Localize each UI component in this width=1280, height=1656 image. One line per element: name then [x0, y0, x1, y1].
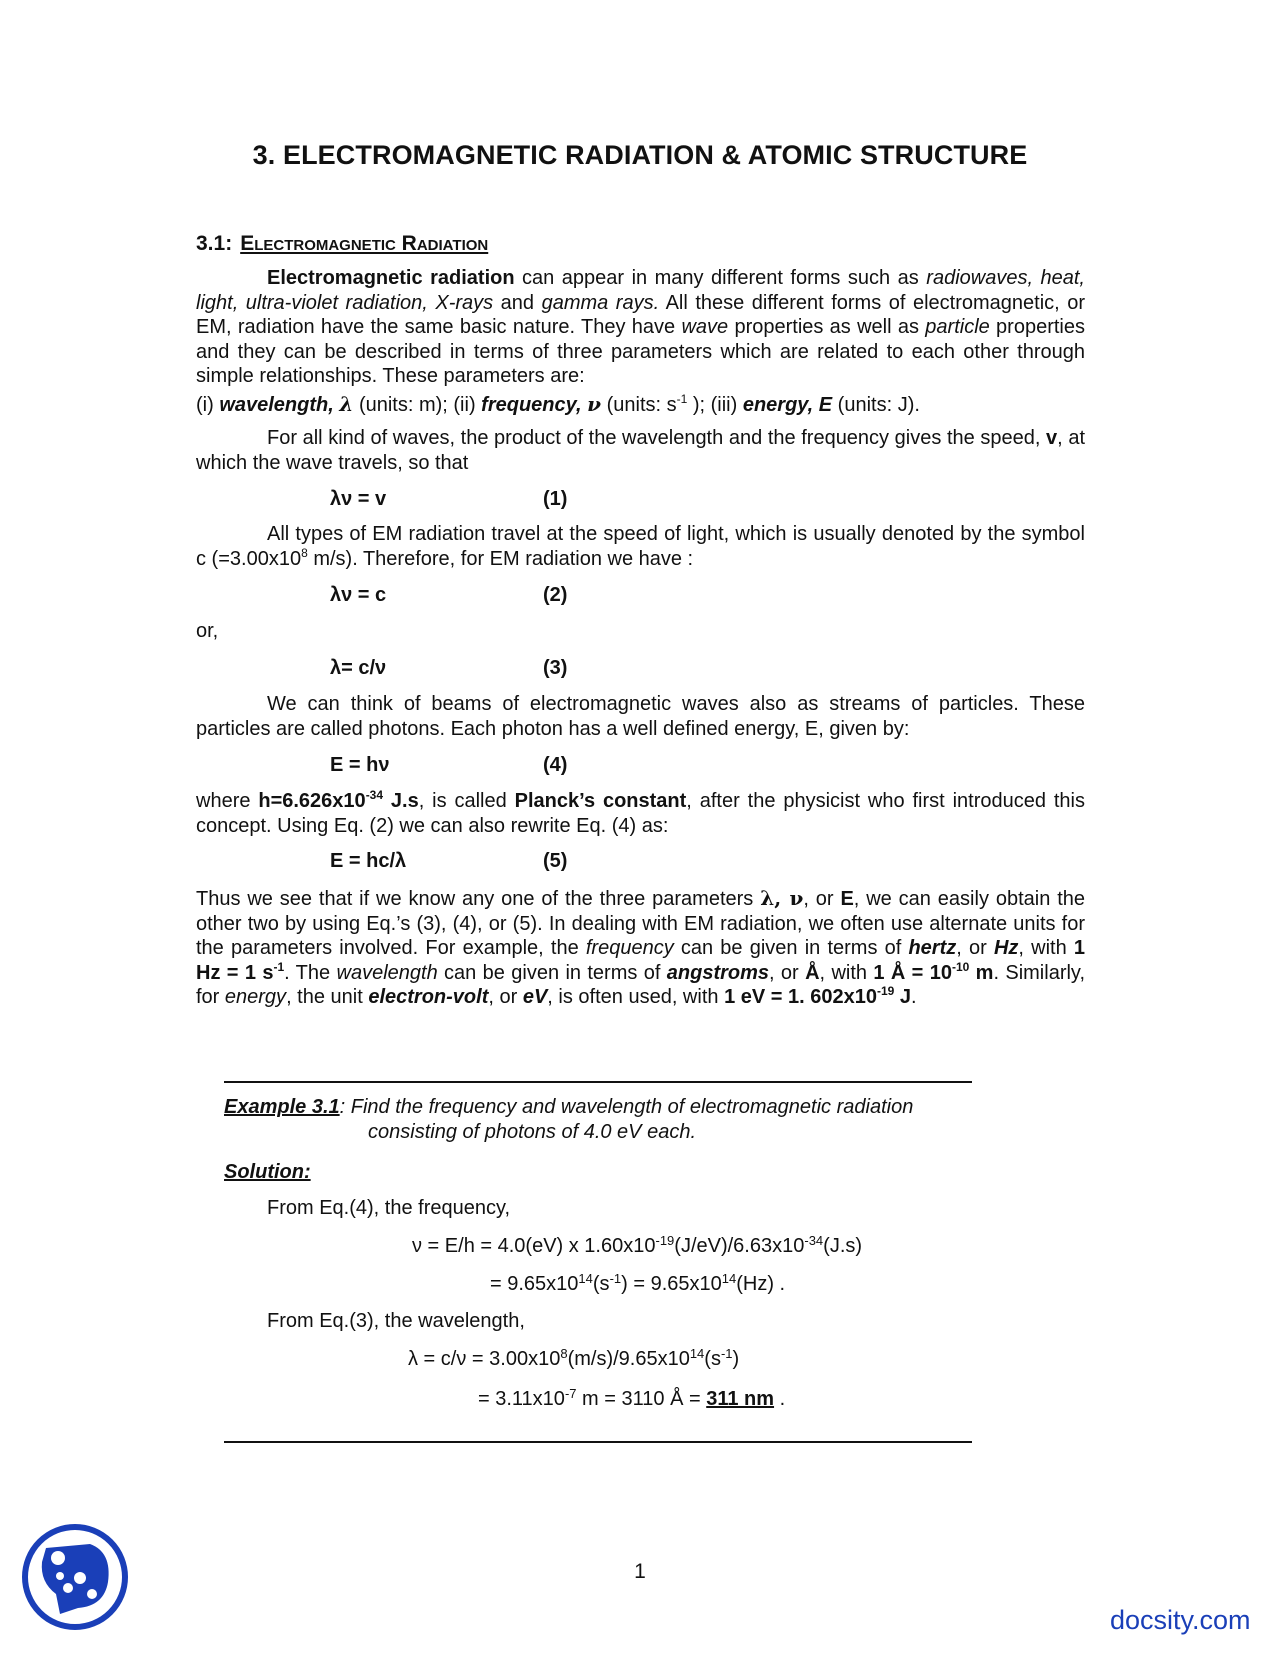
exponent: 8	[301, 545, 308, 560]
text: can appear in many different forms such as	[514, 267, 927, 289]
text: . Similarly, for	[196, 961, 1085, 1008]
exponent: -1	[273, 959, 285, 974]
text: :	[339, 1096, 351, 1118]
term-wavelength: wavelength,	[219, 394, 340, 416]
text: , at which the wave travels, so that	[196, 427, 1085, 474]
symbol-E: E	[840, 888, 854, 910]
text: m = 3110 Å =	[576, 1388, 707, 1410]
logo-dot	[74, 1572, 86, 1584]
text: All these different forms of electromagnetic, or EM, radiation have the same basic nature. They have	[196, 291, 1086, 338]
text: .	[774, 1388, 786, 1410]
symbols-lambda-nu: λ, ν	[760, 886, 804, 910]
example-heading	[224, 1096, 913, 1119]
paragraph-wave-speed	[196, 426, 1085, 475]
exponent: 14	[721, 1271, 737, 1286]
text: , is often used, with	[547, 986, 725, 1008]
equation-expression: E = hc/λ	[330, 850, 407, 872]
logo-dot	[56, 1572, 64, 1580]
text: (s	[592, 1273, 610, 1295]
unit-j: J	[894, 986, 912, 1008]
equation-number: (5)	[543, 850, 568, 872]
text: .	[911, 986, 917, 1008]
text: properties as well as	[728, 316, 926, 338]
exponent: 8	[560, 1346, 568, 1361]
text-wave: wave	[681, 316, 729, 338]
equation-expression: λν = c	[330, 584, 387, 606]
symbol-angstrom: Å	[805, 961, 820, 984]
solution-label: Solution:	[224, 1161, 311, 1183]
text: , is called	[418, 790, 515, 812]
brand-link[interactable]: docsity.com	[1110, 1605, 1251, 1635]
text: properties and they can be described in terms of three parameters which are related to each other through simple relationships. These parameters are:	[196, 316, 1085, 387]
solution-from-eq4: From Eq.(4), the frequency,	[267, 1197, 511, 1219]
paragraph-intro	[196, 266, 1085, 389]
text: where	[196, 790, 259, 812]
text: ); (iii)	[687, 394, 743, 416]
symbol-v: v	[1046, 427, 1058, 449]
term-angstroms: angstroms	[666, 961, 770, 984]
text: . The	[284, 961, 337, 984]
paragraph-speed-of-light	[196, 522, 1085, 571]
text: = 3.11x10	[478, 1388, 565, 1410]
text: (s	[704, 1348, 721, 1370]
text: ν = E/h = 4.0(eV) x 1.60x10	[412, 1235, 656, 1257]
text: Thus we see that if we know any one of the three parameters	[196, 888, 761, 910]
logo-dot	[87, 1589, 97, 1599]
text: )	[732, 1348, 740, 1370]
hz-definition: 1 Hz = 1 s	[196, 937, 1085, 984]
text: , or	[488, 986, 523, 1008]
paragraph-units	[196, 886, 1085, 1010]
exponent: -1	[609, 1271, 622, 1286]
text: , with	[1018, 937, 1074, 959]
exponent: 14	[578, 1271, 593, 1286]
section-name: Electromagnetic Radiation	[240, 232, 489, 255]
term-frequency: frequency,	[481, 394, 588, 416]
text: , with	[819, 961, 874, 984]
term-energy: energy, E	[742, 394, 833, 416]
text: , we can easily obtain the other two by using Eq.’s (3), (4), or (5). In dealing with EM radiation, we often use alternate units for the parameters involved. For example, the	[196, 888, 1085, 959]
text: (m/s)/9.65x10	[567, 1348, 690, 1370]
text-or: or,	[196, 620, 219, 642]
solution-frequency-line1	[412, 1235, 862, 1258]
solution-frequency-line2	[490, 1273, 785, 1296]
text: (J.s)	[823, 1235, 863, 1257]
text: (Hz) .	[736, 1273, 786, 1295]
text: (units: m); (ii)	[353, 394, 482, 416]
text: (i)	[196, 394, 220, 416]
paragraph-photons: We can think of beams of electromagnetic waves also as streams of particles. These particles are called photons. Each photon has a well defined energy, E, given by:	[196, 693, 1085, 740]
divider-top	[224, 1081, 972, 1083]
term-hz: Hz	[993, 937, 1019, 959]
unit-m: m	[969, 961, 994, 984]
logo-dot	[51, 1551, 65, 1565]
equation-expression: λ= c/ν	[330, 657, 387, 679]
planck-value: h=6.626x10	[258, 790, 366, 812]
text: ) = 9.65x10	[621, 1273, 722, 1295]
angstrom-definition: 1 Å = 10	[873, 961, 952, 984]
text-wavelength: wavelength	[336, 961, 438, 984]
solution-wavelength-line2	[478, 1388, 785, 1411]
equation-expression: E = hν	[330, 754, 390, 776]
exponent: -19	[876, 984, 895, 998]
parameters-line	[196, 392, 1085, 418]
text-energy: energy	[224, 986, 287, 1008]
planck-units: J.s	[383, 790, 419, 812]
exponent: -34	[365, 788, 384, 802]
paragraph-planck	[196, 789, 1085, 838]
text: , the unit	[286, 986, 369, 1008]
page-title: 3. ELECTROMAGNETIC RADIATION & ATOMIC STRUCTURE	[252, 140, 1028, 170]
ev-definition: 1 eV = 1. 602x10	[724, 986, 877, 1008]
text: and	[493, 291, 542, 314]
text-forms: radiowaves, heat, light, ultra-violet radiation, X-rays	[196, 267, 1085, 314]
text: For all kind of waves, the product of the wavelength and the frequency gives the speed,	[267, 427, 1047, 449]
term-planck-constant: Planck’s constant	[514, 790, 687, 812]
exponent: -1	[676, 392, 688, 406]
equation-number: (3)	[543, 657, 568, 679]
term-em-radiation: Electromagnetic radiation	[267, 267, 515, 289]
equation-number: (2)	[543, 584, 568, 606]
exponent: -7	[564, 1386, 577, 1401]
exponent: -19	[655, 1233, 675, 1248]
text: All types of EM radiation travel at the speed of light, which is usually denoted by the symbol c (=3.00x10	[196, 523, 1085, 570]
text: λ = c/ν = 3.00x10	[408, 1348, 561, 1370]
text: (J/eV)/6.63x10	[674, 1235, 805, 1257]
text: can be given in terms of	[437, 961, 667, 984]
example-text-line1: Find the frequency and wavelength of electromagnetic radiation	[350, 1096, 914, 1118]
exponent: -34	[804, 1233, 824, 1248]
divider-bottom	[224, 1441, 972, 1443]
text: (units: J).	[832, 394, 920, 416]
text: , after the physicist who first introduced this concept. Using Eq. (2) we can also rewrite Eq. (4) as:	[196, 790, 1085, 837]
text: , or	[769, 961, 806, 984]
text-gamma: gamma rays.	[541, 291, 660, 314]
example-label: Example 3.1	[224, 1096, 340, 1118]
example-text-line2: consisting of photons of 4.0 eV each.	[368, 1121, 696, 1143]
symbol-lambda: λ	[339, 392, 354, 416]
text: , or	[956, 937, 994, 959]
text: (units: s	[601, 394, 677, 416]
docsity-logo-icon[interactable]	[20, 1522, 130, 1632]
solution-from-eq3: From Eq.(3), the wavelength,	[267, 1310, 525, 1332]
equation-number: (1)	[543, 488, 568, 510]
page-number: 1	[634, 1560, 646, 1583]
term-ev: eV	[522, 986, 548, 1008]
text: m/s). Therefore, for EM radiation we have :	[307, 547, 694, 570]
symbol-nu: ν	[587, 392, 602, 416]
exponent: -1	[720, 1346, 733, 1361]
solution-wavelength-line1	[408, 1348, 739, 1371]
text-particle: particle	[925, 316, 990, 338]
exponent: -10	[951, 959, 970, 974]
text: , or	[803, 888, 841, 910]
exponent: 14	[689, 1346, 705, 1361]
term-electron-volt: electron-volt	[368, 986, 489, 1008]
text-frequency: frequency	[585, 937, 674, 959]
answer-value: 311 nm	[706, 1388, 775, 1410]
section-heading	[196, 232, 488, 256]
equation-expression: λν = v	[330, 488, 387, 510]
section-number: 3.1:	[196, 232, 233, 255]
text: = 9.65x10	[490, 1273, 579, 1295]
term-hertz: hertz	[908, 937, 957, 959]
logo-dot	[63, 1583, 73, 1593]
text: can be given in terms of	[673, 937, 909, 959]
equation-number: (4)	[543, 754, 568, 776]
